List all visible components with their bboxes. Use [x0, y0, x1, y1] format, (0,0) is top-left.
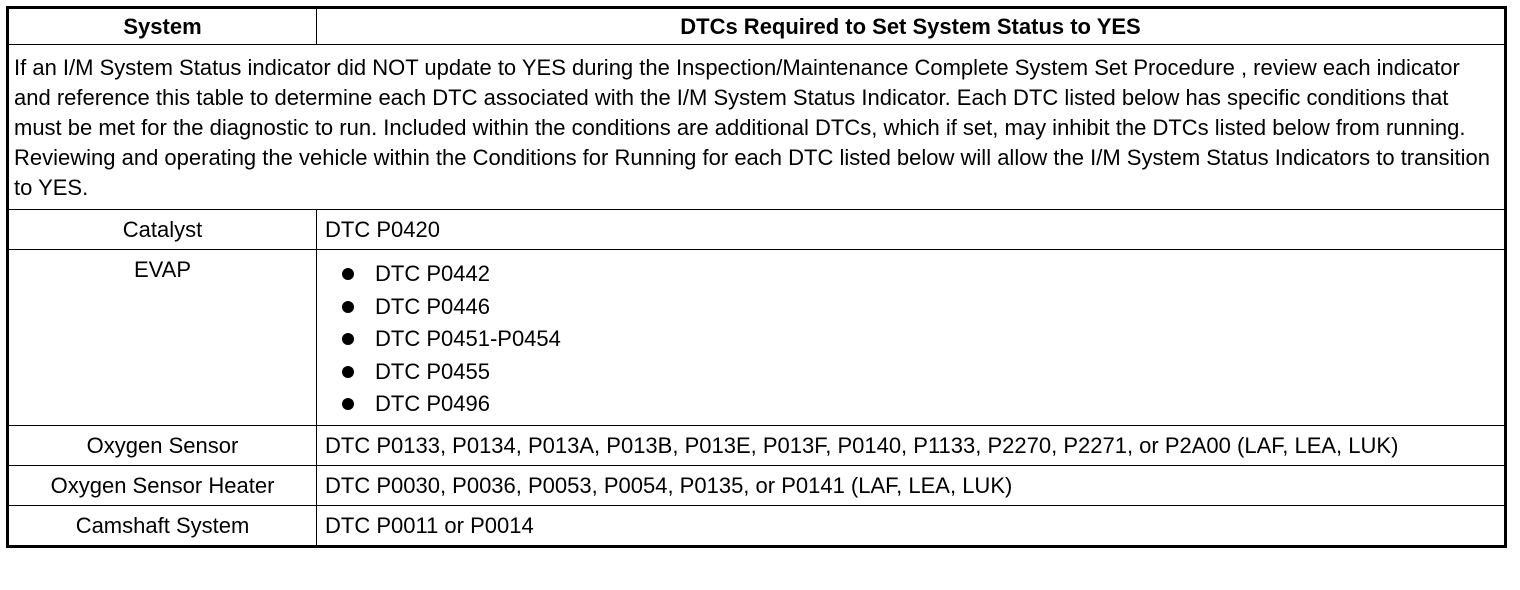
dtc-cell: DTC P0011 or P0014 [317, 505, 1506, 546]
dtc-cell: DTC P0133, P0134, P013A, P013B, P013E, P013F, P0140, P1133, P2270, P2271, or P2A00 (LAF, LEA, LUK) [317, 425, 1506, 465]
dtc-code: DTC P0446 [375, 293, 490, 319]
table-header-row [8, 8, 1506, 45]
header-system: System [8, 8, 317, 45]
system-cell: Catalyst [8, 210, 317, 250]
list-item [341, 388, 1498, 421]
list-item [341, 291, 1498, 324]
bullet-icon [342, 333, 354, 345]
table-row [8, 250, 1506, 426]
dtc-code: DTC P0496 [375, 391, 490, 416]
header-dtcs: DTCs Required to Set System Status to YES [317, 8, 1506, 45]
intro-text: If an I/M System Status indicator did NOT update to YES during the Inspection/Maintenance Complete System Set Procedure , review each indicator and reference this table to determine each DTC associated with the I/M System Status Indicator. Each DTC listed below has specific conditions that must be met for the diagnostic to run. Included within the conditions are additional DTCs, which if set, may inhibit the DTCs listed below from running. Reviewing and operating the vehicle within the Conditions for Running for each DTC listed below will allow the I/M System Status Indicators to transition to YES. [8, 45, 1506, 210]
table-row [8, 505, 1506, 546]
system-cell: Oxygen Sensor [8, 425, 317, 465]
dtc-cell: DTC P0030, P0036, P0053, P0054, P0135, or P0141 (LAF, LEA, LUK) [317, 465, 1506, 505]
dtc-cell [317, 250, 1506, 426]
table-row [8, 465, 1506, 505]
system-cell: EVAP [8, 250, 317, 426]
dtc-bullet-list [325, 258, 1498, 421]
intro-row [8, 45, 1506, 210]
table-row [8, 210, 1506, 250]
dtc-code: DTC P0455 [375, 358, 490, 384]
bullet-icon [342, 268, 354, 280]
dtc-code: DTC P0442 [375, 261, 490, 286]
dtc-system-status-table [6, 6, 1507, 548]
bullet-icon [342, 398, 354, 410]
system-cell: Camshaft System [8, 505, 317, 546]
dtc-code: DTC P0451-P0454 [375, 326, 561, 351]
bullet-icon [342, 301, 354, 313]
list-item [341, 258, 1498, 291]
table-row [8, 425, 1506, 465]
system-cell: Oxygen Sensor Heater [8, 465, 317, 505]
list-item [341, 323, 1498, 356]
list-item [341, 356, 1498, 389]
dtc-cell: DTC P0420 [317, 210, 1506, 250]
bullet-icon [342, 366, 354, 378]
